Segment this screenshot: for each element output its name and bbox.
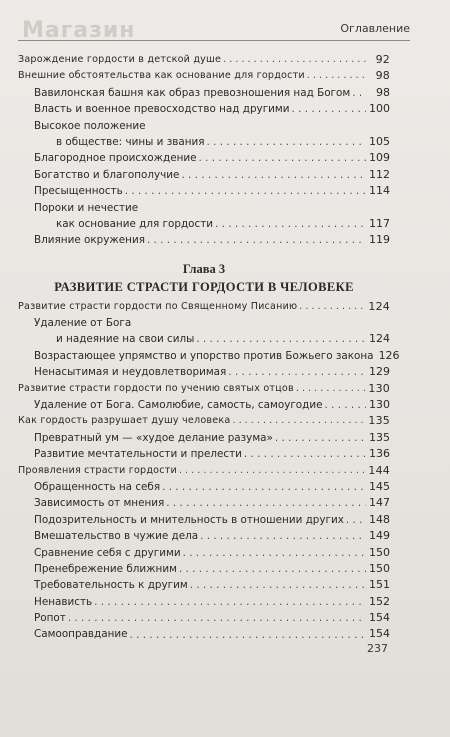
dot-leader [125,183,366,199]
toc-entry-title: и надеяние на свои силы [56,333,195,346]
toc-entry [18,150,390,166]
toc-entry-page: 129 [369,365,390,379]
toc-entry-title: Проявления страсти гордости [18,464,177,476]
header-rule [18,40,410,41]
dot-leader [199,150,366,166]
toc-entry [18,134,390,150]
toc-entry [18,545,390,561]
toc-entry-title: Обращенность на себя [34,480,161,493]
toc-entry-page: 135 [368,414,390,428]
dot-leader [207,134,366,150]
toc-entry-title: Сравнение себя с другими [34,546,181,559]
toc-entry-page: 114 [369,184,390,198]
dot-leader [232,413,366,429]
toc-entry [18,610,390,626]
toc-entry-title: Удаление от Бога [34,317,132,330]
toc-block-2 [18,299,400,643]
toc-entry-page: 130 [369,398,390,412]
dot-leader [162,479,366,495]
toc-entry [18,430,390,446]
dot-leader [325,397,367,413]
toc-entry [18,101,390,117]
toc-entry [18,528,390,544]
dot-leader [228,364,366,380]
toc-entry-title: Высокое положение [34,119,146,132]
toc-entry [18,348,400,364]
toc-entry [18,479,390,495]
toc-entry-page: 119 [369,233,390,247]
toc-entry-page: 100 [369,102,390,116]
toc-entry-title: в обществе: чины и звания [56,135,205,148]
toc-entry [18,52,390,68]
toc-entry-page: 124 [369,332,390,346]
toc-entry-page: 144 [368,463,390,477]
toc-entry [18,183,390,199]
toc-entry-page: 151 [369,578,390,592]
toc-entry [18,577,390,593]
toc-entry-page: 98 [376,85,390,99]
toc-entry [18,594,390,610]
toc-entry-page: 117 [369,216,390,230]
toc-entry [18,331,390,347]
toc-entry [18,299,390,315]
toc-entry-page: 92 [375,52,390,66]
page-number: 237 [367,642,388,655]
toc-entry-title: Подозрительность и мнительность в отношении других [34,513,344,526]
dot-leader [130,627,366,643]
toc-entry-title: Вмешательство в чужие дела [34,530,199,543]
dot-leader [307,68,366,84]
toc-entry-page: 136 [369,447,390,461]
table-of-contents [18,52,400,643]
dot-leader [215,216,366,232]
chapter-number: Глава 3 [182,261,226,276]
toc-entry-title: Богатство и благополучие [34,168,180,181]
toc-entry-title: Зависимость от мнения [34,497,165,510]
toc-entry-page: 148 [369,512,390,526]
toc-entry-page: 112 [369,167,390,181]
toc-entry-title: Ненависть [34,595,93,608]
toc-entry-title: Пренебрежение ближним [34,562,177,575]
dot-leader [275,430,366,446]
dot-leader [147,232,366,248]
toc-entry [18,216,390,232]
dot-leader [166,495,366,511]
toc-entry [18,232,390,248]
toc-entry-page: 124 [368,299,390,313]
toc-entry-page: 135 [369,430,390,444]
dot-leader [352,85,366,101]
toc-entry [18,381,390,397]
toc-entry-page: 154 [369,611,390,625]
toc-entry-title: Как гордость разрушает душу человека [18,415,231,427]
toc-entry [18,413,390,429]
toc-entry-page: 126 [378,348,400,362]
toc-entry [18,118,390,134]
toc-entry-title: Влияние окружения [34,234,145,247]
toc-entry-page: 105 [369,134,390,148]
toc-entry [18,85,390,101]
toc-entry-page: 130 [368,381,390,395]
toc-entry-page: 154 [369,627,390,641]
dot-leader [68,610,366,626]
toc-entry-title: Благородное происхождение [34,152,197,165]
dot-leader [223,52,366,68]
toc-entry-title: Самооправдание [34,628,128,641]
toc-entry-title: Внешние обстоятельства как основание для гордости [18,70,305,82]
toc-entry-title: Пресыщенность [34,185,123,198]
toc-entry-page: 150 [369,561,390,575]
dot-leader [179,463,366,479]
toc-entry [18,167,390,183]
toc-entry-title: Развитие мечтательности и прелести [34,448,242,461]
dot-leader [296,381,366,397]
toc-entry [18,397,390,413]
dot-leader [94,594,366,610]
toc-entry-page: 147 [369,496,390,510]
dot-leader [299,299,366,315]
toc-entry [18,463,390,479]
toc-entry-page: 152 [369,594,390,608]
toc-entry-page: 98 [375,69,390,83]
toc-entry-title: Возрастающее упрямство и упорство против Божьего закона [34,349,374,362]
dot-leader [181,167,366,183]
dot-leader [183,545,366,561]
toc-entry [18,315,390,331]
toc-entry [18,561,390,577]
dot-leader [200,528,366,544]
toc-entry-title: Развитие страсти гордости по Священному Писанию [18,300,298,312]
toc-entry-title: Превратный ум — «худое делание разума» [34,431,273,444]
toc-entry-title: как основание для гордости [56,217,214,230]
toc-entry-title: Ненасытимая и неудовлетворимая [34,366,227,379]
toc-entry [18,512,390,528]
toc-entry-title: Зарождение гордости в детской душе [18,53,222,65]
dot-leader [196,331,366,347]
toc-entry-title: Вавилонская башня как образ превозношения над Богом [34,86,351,99]
dot-leader [179,561,366,577]
toc-entry-page: 149 [369,529,390,543]
toc-entry [18,495,390,511]
chapter-title: РАЗВИТИЕ СТРАСТИ ГОРДОСТИ В ЧЕЛОВЕКЕ [54,279,354,294]
toc-entry-title: Развитие страсти гордости по учению святых отцов [18,382,294,394]
toc-entry-title: Пороки и нечестие [34,201,139,214]
toc-entry-title: Власть и военное превосходство над другими [34,103,290,116]
toc-entry-title: Ропот [34,612,66,625]
bleed-through-text: Магазин [22,18,136,43]
toc-entry-page: 145 [369,479,390,493]
toc-entry [18,68,390,84]
toc-entry [18,364,390,380]
dot-leader [292,101,367,117]
toc-entry [18,627,390,643]
toc-entry-page: 150 [369,545,390,559]
toc-entry [18,200,390,216]
toc-block-1 [18,52,390,249]
toc-entry-title: Удаление от Бога. Самолюбие, самость, самоугодие [34,399,323,412]
dot-leader [244,446,366,462]
dot-leader [346,512,366,528]
toc-entry-page: 109 [369,151,390,165]
toc-entry-title: Требовательность к другим [34,579,188,592]
toc-entry [18,446,390,462]
dot-leader [190,577,366,593]
running-header: Оглавление [340,22,410,35]
